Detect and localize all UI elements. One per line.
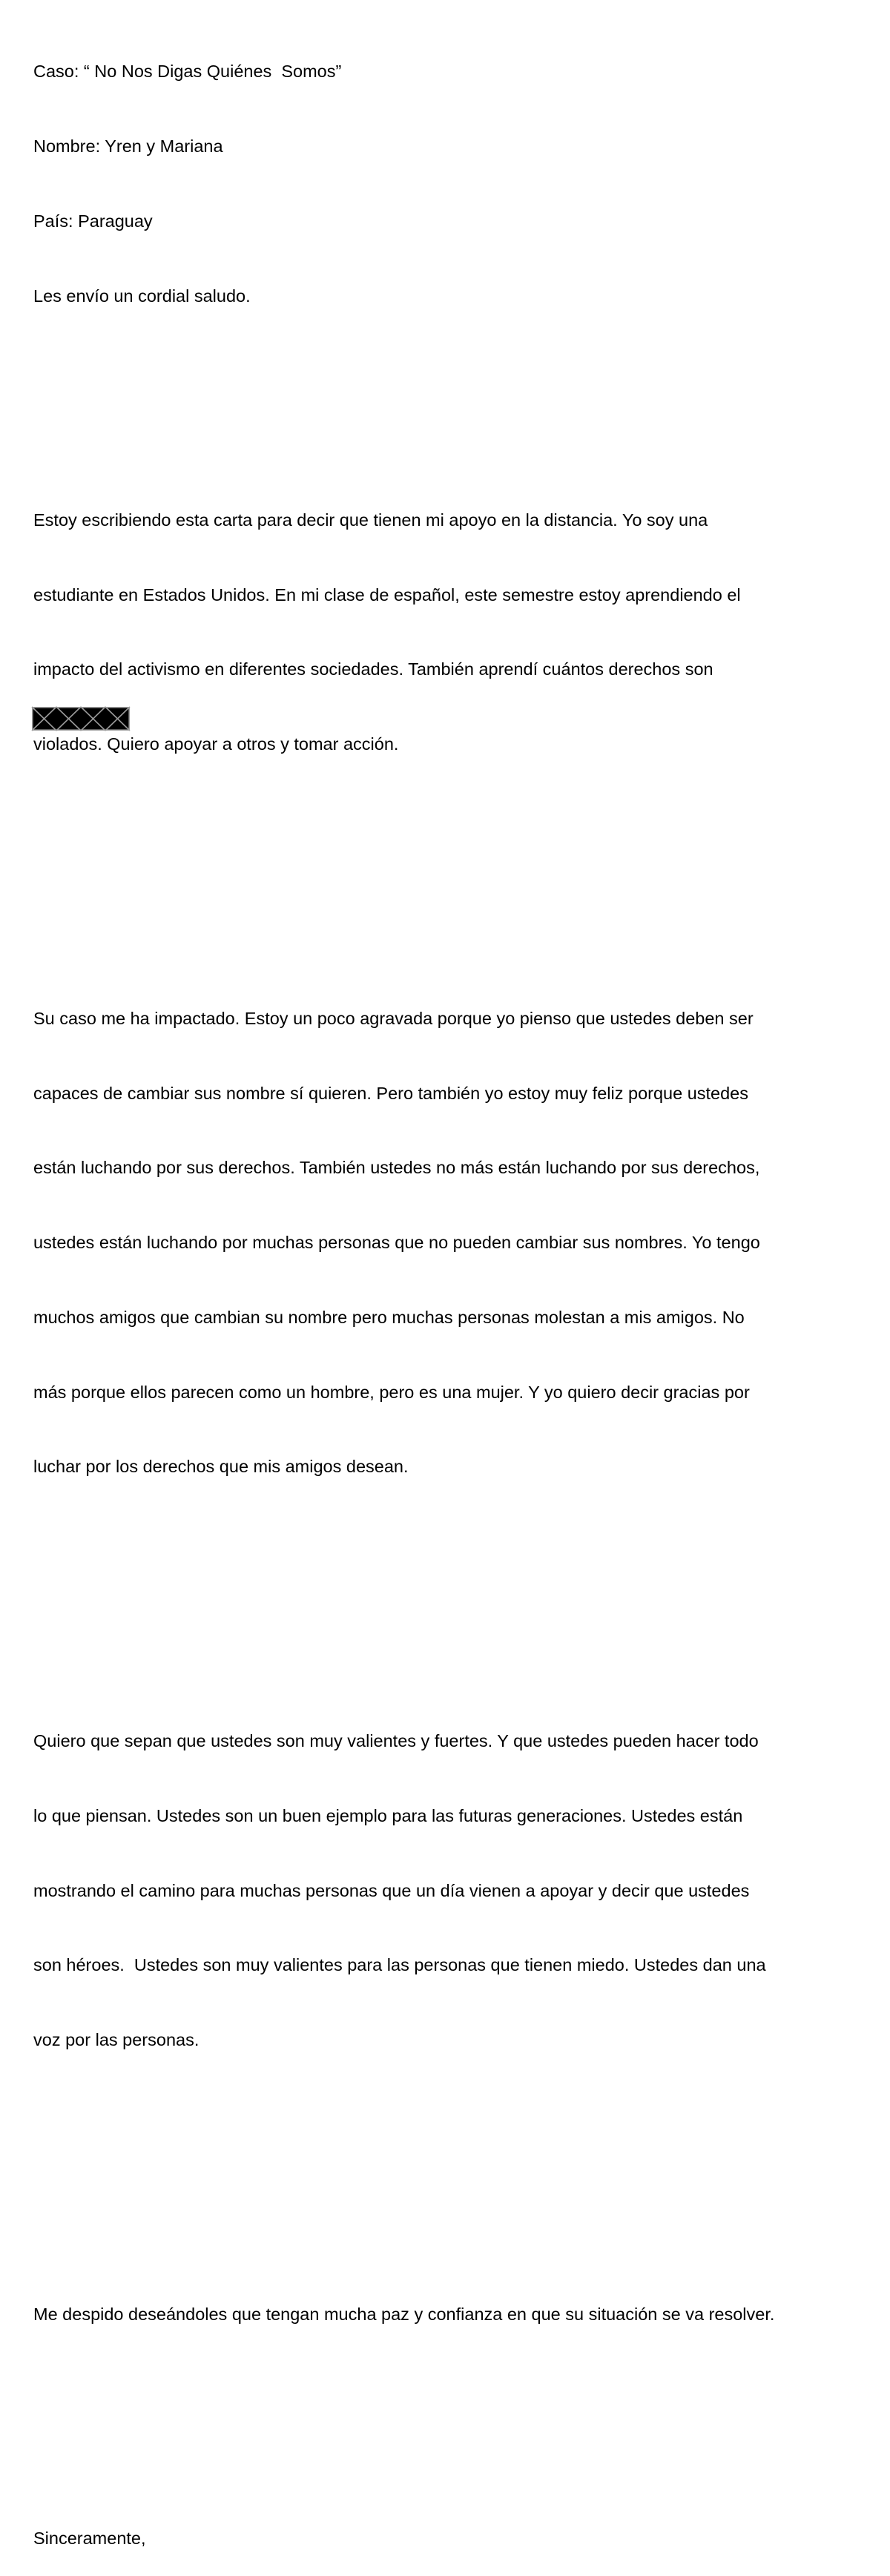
paragraph-line: son héroes. Ustedes son muy valientes para las personas que tienen miedo. Ustedes dan una [33, 1955, 766, 1975]
paragraph-line: estudiante en Estados Unidos. En mi clase de español, este semestre estoy aprendiendo el [33, 584, 741, 605]
redacted-signature [32, 707, 130, 731]
closing: Sinceramente, [33, 2528, 146, 2548]
paragraph-line: impacto del activismo en diferentes sociedades. También aprendí cuántos derechos son [33, 659, 713, 679]
paragraph-line: voz por las personas. [33, 2030, 200, 2050]
paragraph-2 [33, 957, 864, 1530]
paragraph-spacer [33, 1579, 864, 1604]
paragraph-line: Su caso me ha impactado. Estoy un poco agravada porque yo pienso que ustedes deben ser [33, 1008, 754, 1028]
paragraph-line: mostrando el camino para muchas personas que un día vienen a apoyar y decir que ustedes [33, 1880, 750, 1900]
paragraph-line: violados. Quiero apoyar a otros y tomar acción. [33, 734, 399, 754]
paragraph-spacer [33, 2427, 864, 2452]
paragraph-line: lo que piensan. Ustedes son un buen ejemplo para las futuras generaciones. Ustedes están [33, 1805, 743, 1825]
paragraph-3 [33, 1679, 864, 2103]
paragraph-line: ustedes están luchando por muchas personas que no pueden cambiar sus nombres. Yo tengo [33, 1233, 760, 1253]
paragraph-line: Quiero que sepan que ustedes son muy valientes y fuertes. Y que ustedes pueden hacer todo [33, 1730, 759, 1750]
paragraph-1 [33, 458, 864, 807]
paragraph-line: capaces de cambiar sus nombre sí quieren. Pero también yo estoy muy feliz porque ustedes [33, 1083, 749, 1103]
paragraph-line: Estoy escribiendo esta carta para decir que tienen mi apoyo en la distancia. Yo soy una [33, 510, 708, 530]
paragraph-line: más porque ellos parecen como un hombre, pero es una mujer. Y yo quiero decir gracias por [33, 1382, 750, 1402]
paragraph-line: muchos amigos que cambian su nombre pero muchas personas molestan a mis amigos. No [33, 1307, 745, 1327]
paragraph-spacer [33, 857, 864, 882]
greeting: Les envío un cordial saludo. [33, 286, 251, 306]
paragraph-line: Me despido deseándoles que tengan mucha paz y confianza en que su situación se va resolver. [33, 2304, 775, 2324]
redaction-block [32, 707, 130, 731]
paragraph-spacer [33, 2152, 864, 2178]
recipient-country: País: Paraguay [33, 211, 153, 231]
case-title: Caso: “ No Nos Digas Quiénes Somos” [33, 62, 342, 82]
paragraph-spacer [33, 358, 864, 383]
letter-body [33, 10, 864, 2576]
paragraph-line: están luchando por sus derechos. También ustedes no más están luchando por sus derechos, [33, 1158, 760, 1178]
recipient-name: Nombre: Yren y Mariana [33, 136, 223, 156]
paragraph-line: luchar por los derechos que mis amigos desean. [33, 1457, 409, 1477]
paragraph-4 [33, 2252, 864, 2376]
